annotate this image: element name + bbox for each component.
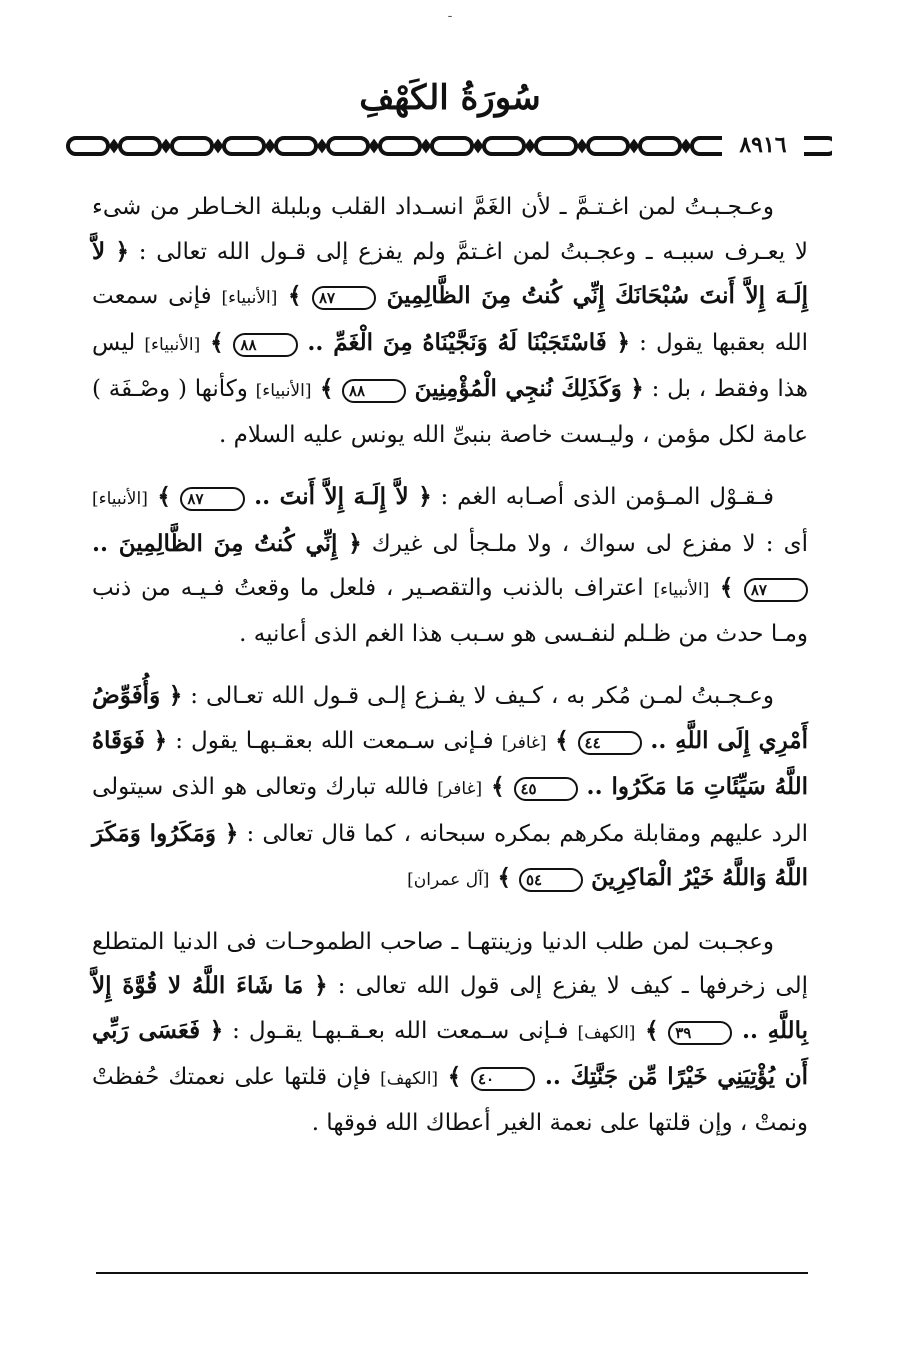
chain-diamond xyxy=(111,142,117,150)
paragraph-text: فإن قلتها على نعمتك حُفظتْ ونمتْ ، وإن قلتها على نعمة الغير أعطاك الله فوقها . xyxy=(92,1064,808,1136)
quran-verse: ﴿ وَمَكَرُوا وَمَكَرَ اللَّهُ وَاللَّهُ خَيْرُ الْمَاكِرِينَ xyxy=(92,819,808,891)
quran-verse: ﴿ وَأُفَوِّضُ أَمْرِي إِلَى اللَّهِ .. xyxy=(92,682,808,754)
paragraph-text: وعـجـبـتُ لمن اغـتـمَّ ـ لأن الغَمَّ انسـداد القلب وبلبلة الخـاطر من شىء لا يعـرف سببـه ـ وعجـبتُ لمن اغـتمَّ ولم يفزع إلى قـول الله تعالى : xyxy=(92,194,808,265)
paragraph-p4 xyxy=(92,921,808,1146)
paragraph-text: وعـجـبتُ لمـن مُكر به ، كـيف لا يفـزع إلـى قـول الله تعـالى : xyxy=(182,683,774,709)
body-text xyxy=(92,186,808,1163)
quran-verse: ﴾ xyxy=(709,574,744,601)
paragraph-text: فـقـوْل المـؤمن الذى أصـابه الغم : xyxy=(431,484,774,510)
chain-link xyxy=(484,138,524,154)
chain-diamond xyxy=(319,142,325,150)
chain-diamond xyxy=(267,142,273,150)
chain-link xyxy=(120,138,160,154)
chain-diamond xyxy=(475,142,481,150)
chain-link xyxy=(640,138,680,154)
quran-verse: ﴿ فَوَقَاهُ اللَّهُ سَيِّئَاتِ مَا مَكَرُوا .. xyxy=(92,726,809,800)
quran-verse: ﴿ لاَّ إِلَـهَ إِلاَّ أَنتَ سُبْحَانَكَ إِنِّي كُنتُ مِنَ الظَّالِمِينَ xyxy=(92,237,808,309)
top-mark: - xyxy=(447,8,453,24)
ayah-number: ٥٤ xyxy=(519,868,583,892)
bottom-rule xyxy=(96,1272,808,1274)
surah-reference: [الأنبياء] xyxy=(221,288,278,308)
paragraph-text: فـإنى سـمعت الله بعـقـبهـا يقـول : xyxy=(223,1017,578,1044)
paragraph-text: فإنى سمعت الله بعقبها يقول : xyxy=(92,283,808,356)
paragraph-text: ليس هذا وفقط ، بل : xyxy=(92,329,809,402)
paragraph-text: فالله تبارك وتعالى هو الذى سيتولى الرد عليهم ومقابلة مكرهم بمكره سبحانه ، كما قال تعالى : xyxy=(92,774,808,847)
quran-verse: ﴾ xyxy=(482,773,514,800)
paragraph-text: اعتراف بالذنب والتقصـير ، فلعل ما وقعتُ فـيـه من ذنب ومـا حدث من ظـلم لنفـسى هو سـبب هذا الغم الذى أعانيه . xyxy=(92,575,808,647)
surah-reference: [الأنبياء] xyxy=(255,381,312,401)
ayah-number: ٤٤ xyxy=(578,731,642,755)
ayah-number: ٨٨ xyxy=(342,379,406,403)
surah-reference: [الأنبياء] xyxy=(144,334,201,355)
surah-reference: [غافر] xyxy=(501,732,547,753)
quran-verse: ﴿ فَاسْتَجَبْنَا لَهُ وَنَجَّيْنَاهُ مِنَ الْغَمِّ .. xyxy=(297,328,631,356)
quran-verse: ﴿ وَكَذَلِكَ نُنجِي الْمُؤْمِنِينَ xyxy=(406,375,644,402)
chain-link xyxy=(432,138,472,154)
chain-diamond xyxy=(683,142,689,150)
ayah-number: ٤٥ xyxy=(514,777,578,801)
ayah-number: ٣٩ xyxy=(668,1021,732,1045)
paragraph-text: وكأنها ( وصْـفَة ) عامة لكل مؤمن ، وليـست خاصة بنبىِّ الله يونس عليه السلام . xyxy=(92,376,808,448)
quran-verse: ﴾ xyxy=(546,726,578,754)
chain-link xyxy=(328,138,368,154)
surah-reference: [غافر] xyxy=(437,779,483,799)
ayah-number: ٨٨ xyxy=(233,333,297,357)
quran-verse: ﴿ إِنِّي كُنتُ مِنَ الظَّالِمِينَ .. xyxy=(92,529,362,557)
chain-diamond xyxy=(423,142,429,150)
paragraph-text: أى : لا مفزع لى سواك ، ولا ملـجأ لى غيرك xyxy=(361,530,808,557)
quran-verse: ﴿ مَا شَاءَ اللَّهُ لا قُوَّةَ إِلاَّ بِاللَّهِ .. xyxy=(92,972,808,1044)
paragraph-text: فـإنى سـمعت الله بعقـبهـا يقول : xyxy=(167,727,502,754)
quran-verse: ﴾ xyxy=(200,328,234,356)
chain-diamond xyxy=(527,142,533,150)
chain-link xyxy=(276,138,316,154)
surah-reference: [الأنبياء] xyxy=(653,580,710,600)
paragraph-p3 xyxy=(92,674,808,903)
chain-link xyxy=(380,138,420,154)
surah-title: سُورَةُ الكَهْفِ xyxy=(359,78,541,118)
chain-link xyxy=(588,138,628,154)
page-number: ٨٩١٦ xyxy=(722,130,804,160)
paragraph-text: وعجـبت لمن طلب الدنيا وزينتهـا ـ صاحب الطموحـات فى الدنيا المتطلع إلى زخرفها ـ كيف لا يفزع إلى قول الله تعالى : xyxy=(92,928,808,999)
chain-diamond xyxy=(215,142,221,150)
chain-link xyxy=(172,138,212,154)
quran-verse: ﴾ xyxy=(311,375,342,402)
surah-reference: [الكهف] xyxy=(380,1069,439,1089)
surah-reference: [الأنبياء] xyxy=(92,489,148,509)
quran-verse: ﴾ xyxy=(147,483,181,510)
chain-diamond xyxy=(631,142,637,150)
chain-link xyxy=(224,138,264,154)
quran-verse: ﴿ فَعَسَى رَبِّي أَن يُؤْتِيَنِي خَيْرًا مِّن جَنَّتِكَ .. xyxy=(92,1016,808,1090)
ayah-number: ٤٠ xyxy=(471,1067,535,1091)
quran-verse: ﴾ xyxy=(635,1016,669,1044)
paragraph-p1 xyxy=(92,186,808,457)
paragraph-p2 xyxy=(92,475,808,656)
quran-verse: ﴾ xyxy=(438,1063,471,1090)
ayah-number: ٨٧ xyxy=(312,286,376,310)
chain-ornament-bar xyxy=(62,132,832,160)
chain-link xyxy=(536,138,576,154)
surah-reference: [الكهف] xyxy=(577,1022,636,1043)
chain-diamond xyxy=(371,142,377,150)
chain-diamond xyxy=(579,142,585,150)
quran-verse: ﴾ xyxy=(489,864,519,891)
chain-link xyxy=(68,138,108,154)
quran-verse: ﴿ لاَّ إِلَـهَ إِلاَّ أَنتَ .. xyxy=(244,483,432,510)
ayah-number: ٨٧ xyxy=(744,578,808,602)
chain-diamond xyxy=(163,142,169,150)
surah-reference: [آل عمران] xyxy=(407,870,490,890)
quran-verse: ﴾ xyxy=(277,282,312,309)
ayah-number: ٨٧ xyxy=(180,487,244,511)
